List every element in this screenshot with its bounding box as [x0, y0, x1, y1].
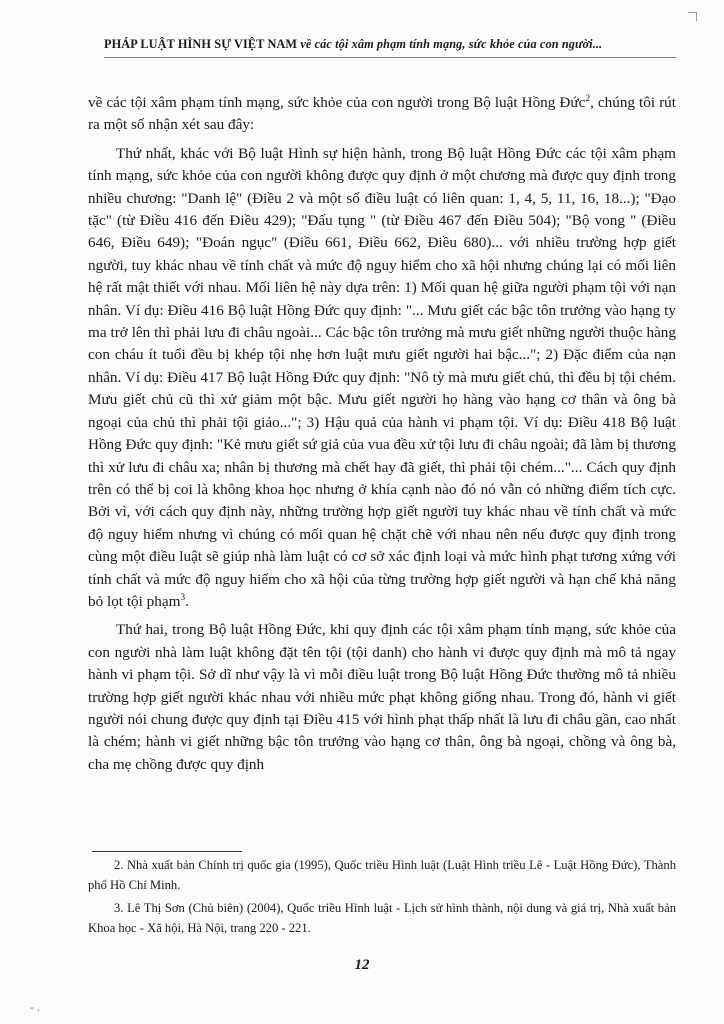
- paragraph-2: [88, 143, 676, 614]
- page-number: 12: [354, 957, 370, 973]
- paragraph-2-text: Thứ nhất, khác với Bộ luật Hình sự hiện hành, trong Bộ luật Hồng Đức các tội xâm phạm tính mạng, sức khỏe của con người không được quy định ở một chương mà được quy định trong nhiều chương: "Danh lệ" (Điều 2 và một số điều luật có liên quan: 1, 4, 5, 11, 16, 18...); "Đạo tặc" (từ Điều 416 đến Điều 429); "Đấu tụng " (từ Điều 467 đến Điều 504); "Bộ vong " (Điều 646, Điều 649); "Đoán ngục" (Điều 661, Điều 662, Điều 680)... với nhiều trường hợp giết người, tuy khác nhau về tính chất và mức độ nguy hiểm cho xã hội nhưng chúng lại có mối liên hệ rất mật thiết với nhau. Mối liên hệ này dựa trên: 1) Mối quan hệ giữa người phạm tội với nạn nhân. Ví dụ: Điều 416 Bộ luật Hồng Đức quy định: "... Mưu giết các bậc tôn trưởng vào hạng ty ma trở lên thì phải lưu đi châu ngoài... Các bậc tôn trưởng mà mưu giết những người thuộc hàng con cháu ít tuổi đều bị khép tội nhẹ hơn luật mưu giết người hai bậc..."; 2) Đặc điểm của nạn nhân. Ví dụ: Điều 417 Bộ luật Hồng Đức quy định: "Nô tỳ mà mưu giết chủ, thì đều bị tội chém. Mưu giết chủ cũ thì xử giảm một bậc. Mưu giết người họ hàng vào hạng cơ thân và ông bà ngoại của chủ thì phải tội giảo..."; 3) Hậu quả của hành vi phạm tội. Ví dụ: Điều 418 Bộ luật Hồng Đức quy định: "Kẻ mưu giết sứ giả của vua đều xử tội lưu đi châu ngoài; đã làm bị thương thì xử lưu đi châu xa; nhân bị thương mà chết hay đã giết, thì phải tội chém..."... Cách quy định trên có thể bị coi là không khoa học nhưng ở khía cạnh nào đó nó vẫn có những điểm tích cực. Bởi vì, với cách quy định này, những trường hợp giết người tuy khác nhau về tính chất và mức độ nguy hiểm nhưng vì chúng có mối quan hệ chặt chẽ với nhau nên nếu được quy định trong cùng một điều luật sẽ giúp nhà làm luật có cơ sở xác định loại và mức hình phạt tương xứng với tính chất và mức độ nguy hiểm cho xã hội của từng trường hợp giết người và hạn chế khả năng bỏ lọt tội phạm: [88, 144, 676, 610]
- paragraph-1: [88, 92, 676, 137]
- paragraph-1-text: về các tội xâm phạm tính mạng, sức khỏe của con người trong Bộ luật Hồng Đức: [88, 94, 586, 111]
- running-header-subtitle: về các tội xâm phạm tính mạng, sức khỏe của con người...: [300, 37, 603, 51]
- footnote-ref-3[interactable]: 3: [180, 592, 186, 603]
- footnotes: [88, 855, 676, 941]
- paragraph-2-tail: .: [185, 592, 189, 610]
- scan-corner-mark: [688, 12, 697, 21]
- body-text: [88, 92, 676, 782]
- footnote-divider: [92, 851, 242, 852]
- footnote-2: 2. Nhà xuất bản Chính trị quốc gia (1995), Quốc triều Hình luật (Luật Hình triều Lê - Luật Hồng Đức), Thành phố Hồ Chí Minh.: [88, 858, 676, 892]
- footnote-3: 3. Lê Thị Sơn (Chủ biên) (2004), Quốc triều Hình luật - Lịch sử hình thành, nội dung và giá trị, Nhà xuất bản Khoa học - Xã hội, Hà Nội, trang 220 - 221.: [88, 901, 676, 935]
- scan-edge-mark: ‐ .: [30, 1000, 40, 1014]
- footnote-ref-2[interactable]: 2: [585, 93, 591, 104]
- header-divider: [104, 57, 676, 58]
- running-header-title: PHÁP LUẬT HÌNH SỰ VIỆT NAM: [104, 37, 298, 51]
- paragraph-3: Thứ hai, trong Bộ luật Hồng Đức, khi quy định các tội xâm phạm tính mạng, sức khỏe của con người nhà làm luật không đặt tên tội (tội danh) cho hành vi được quy định mà mô tả ngay hành vi phạm tội. Sở dĩ như vậy là vì mỗi điều luật trong Bộ luật Hồng Đức thường mô tả nhiều trường hợp giết người khác nhau với nhiều mức phạt không giống nhau. Trong đó, hành vi giết người nói chung được quy định tại Điều 415 với hình phạt thấp nhất là lưu đi châu gần, cao nhất là chém; hành vi giết những bậc tôn trưởng vào hạng cơ thân, ông bà ngoại, chồng và ông bà, cha mẹ chồng được quy định: [88, 621, 676, 773]
- running-header: [104, 37, 684, 52]
- paragraph-1-tail: , chúng tôi rút ra một số nhận xét sau đây:: [88, 94, 676, 134]
